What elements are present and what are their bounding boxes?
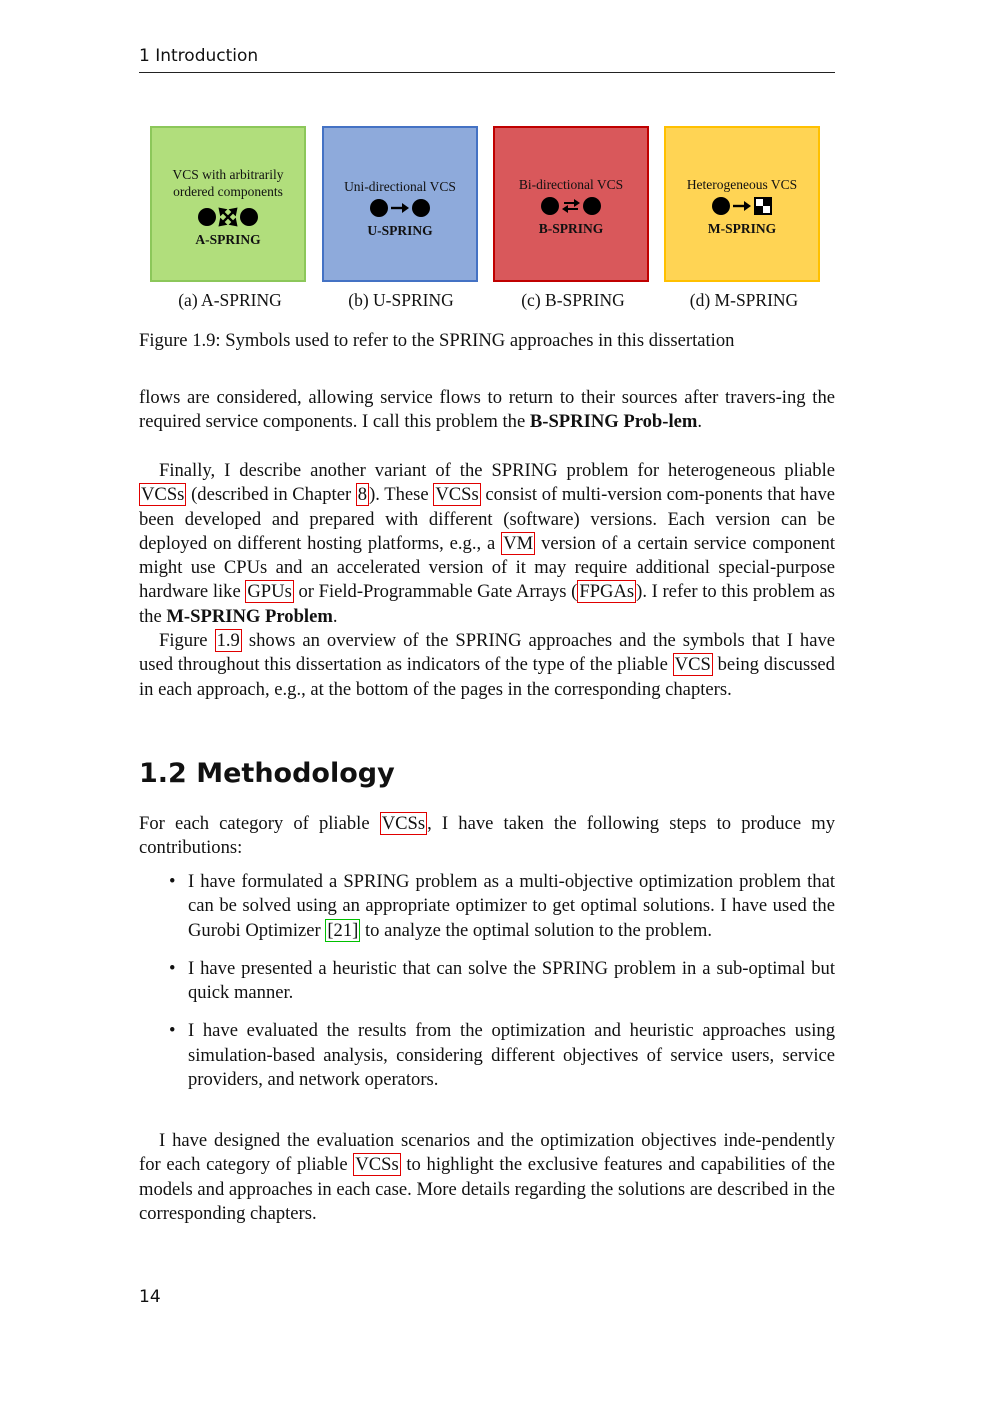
panel-name: A-SPRING [195,232,261,247]
panel-u-spring [322,126,478,282]
bullet-icon: • [169,1020,176,1042]
section-heading: 1.2 Methodology [139,758,395,789]
panel-m-spring [664,126,820,282]
paragraph [139,386,835,435]
panel-title-line1: VCS with arbitrarily [172,167,284,182]
acronym-link-vcs[interactable]: VCSs [435,484,479,506]
panel-name: M-SPRING [707,221,777,236]
subcaption-c: (c) B-SPRING [521,290,625,310]
subcaption-d: (d) M-SPRING [689,290,799,310]
figure-link[interactable]: 1.9 [216,630,240,651]
running-header [139,46,835,73]
panel-title-line2: ordered components [173,184,283,199]
text-run: I have formulated a SPRING problem as a multi-objective optimization problem that can be solved using an appropriate optimizer to get optimal solutions. I have used the Gurobi Optimizer [188,871,835,941]
acronym-link-vm[interactable]: VM [503,532,534,554]
text-run: . [332,605,338,627]
text-run: . [697,411,703,433]
paragraph [139,1129,835,1226]
figure-1-9 [150,126,825,286]
text-run: I have presented a heuristic that can solve the SPRING problem in a sub-optimal but quick manner. [188,957,835,1004]
text-run: For each category of pliable [139,813,380,834]
paragraph [139,812,835,861]
list-item [139,870,835,943]
text-run: ). I refer to this problem as the [139,581,835,627]
chapter-title: 1 Introduction [139,46,259,66]
bullet-icon: • [169,871,176,892]
acronym-link-vcs[interactable]: VCSs [141,484,185,506]
panel-name: U-SPRING [367,223,433,238]
text-run: version of a certain service component might use CPUs and an accelerated version of it may require additional special-purpose hardware like [139,532,836,603]
subcaption-a: (a) A-SPRING [178,290,282,310]
text-run: flows are considered, allowing service flows to return to their sources after travers-ing the required service components. I call this problem the [139,387,835,433]
right-arrow-checker-icon [666,195,818,217]
bullet-icon: • [169,957,176,979]
text-run: to highlight the exclusive features and capabilities of the models and approaches in each case. More details regarding the solutions are described in the corresponding chapters. [139,1154,835,1224]
bullet-list [139,870,835,1106]
figure-caption: Figure 1.9: Symbols used to refer to the SPRING approaches in this dissertation [139,330,735,351]
bold-term: M-SPRING Problem [166,605,333,627]
acronym-link-fpga[interactable]: FPGAs [579,581,635,603]
citation-link[interactable]: [21] [327,919,359,941]
panel-title-line1: Heterogeneous VCS [686,177,798,192]
text-run: or Field-Programmable Gate Arrays ( [293,581,578,603]
right-arrow-icon [324,197,476,219]
text-run: I have designed the evaluation scenarios and the optimization objectives inde-pendently for each category of pliable [139,1130,835,1176]
text-run: Finally, I describe another variant of the SPRING problem for heterogeneous pliable [159,460,835,481]
subcaption-b: (b) U-SPRING [348,290,454,310]
list-item [139,1019,835,1092]
text-run: ). These [369,484,434,506]
text-run: , I have taken the following steps to produce my contributions: [139,813,835,859]
text-run: I have evaluated the results from the optimization and heuristic approaches using simulation-based analysis, considering different objectives of service users, service providers, and network operators. [188,1020,835,1091]
chapter-link[interactable]: 8 [357,484,368,506]
text-run: consist of multi-version com-ponents that have been developed and prepared with different (software) versions. Each version can be deployed on different hosting platforms, e.g., a [139,484,836,554]
page-number: 14 [139,1287,161,1307]
text-run: to analyze the optimal solution to the problem. [360,919,712,941]
cross-arrows-icon [152,206,304,228]
panel-b-spring [493,126,649,282]
text-run: Figure [159,630,215,651]
acronym-link-gpu[interactable]: GPUs [247,581,292,603]
panel-title-line1: Uni-directional VCS [344,179,456,194]
panel-title-line1: Bi-directional VCS [518,177,624,192]
panel-a-spring [150,126,306,282]
bidirectional-arrows-icon [495,195,647,217]
bold-term: B-SPRING Prob-lem [529,411,698,433]
paragraph [139,459,835,629]
text-run: being discussed in each approach, e.g., at the bottom of the pages in the corresponding chapters. [139,654,835,700]
list-item [139,957,835,1006]
paragraph [139,629,835,702]
text-run: shows an overview of the SPRING approaches and the symbols that I have used throughout this dissertation as indicators of the type of the pliable [139,630,836,676]
acronym-link-vcs[interactable]: VCSs [381,813,426,834]
panel-name: B-SPRING [538,221,604,236]
acronym-link-vcs[interactable]: VCS [674,654,711,676]
text-run: (described in Chapter [186,484,356,506]
acronym-link-vcs[interactable]: VCSs [355,1154,399,1176]
